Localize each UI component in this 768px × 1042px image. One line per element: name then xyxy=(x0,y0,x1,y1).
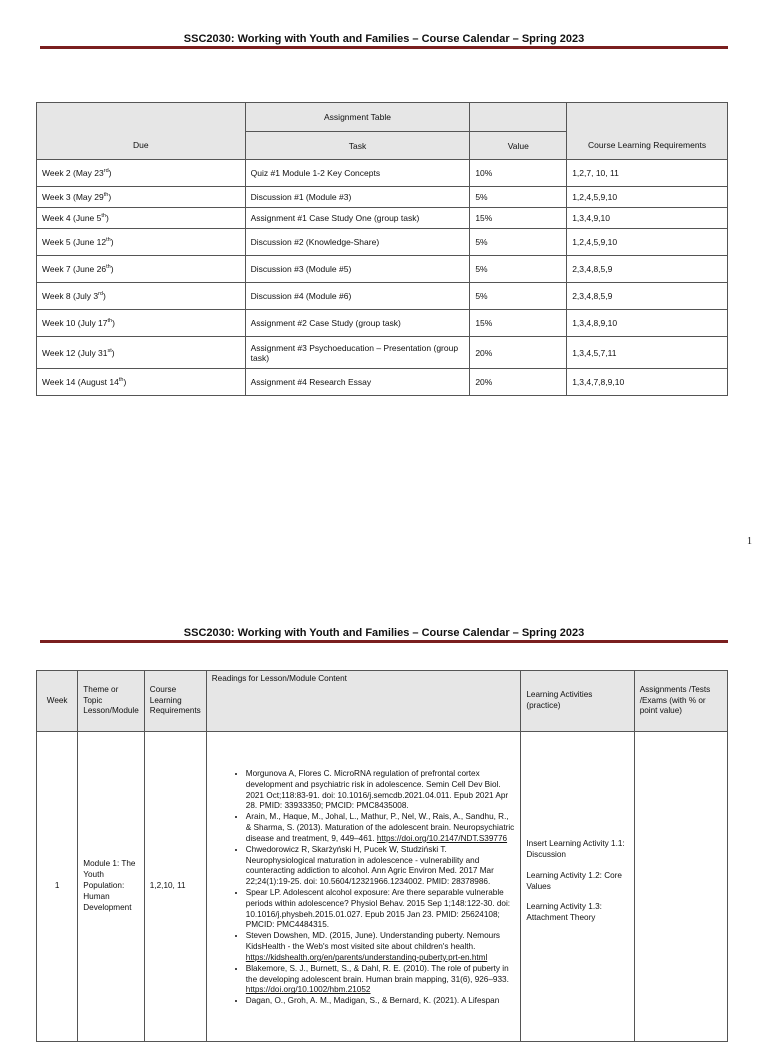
table-row xyxy=(37,208,728,229)
reading-link[interactable]: https://kidshealth.org/en/parents/understanding-puberty.prt-en.html xyxy=(245,952,488,962)
week-cell: Week 8 (July 3rd) xyxy=(37,283,246,310)
list-item: • Arain, M., Haque, M., Johal, L., Mathur, P., Nel, W., Rais, A., Sandhu, R., & Sharma, S. (2013). Maturation of the adolescent brain. Neuropsychiatric disease and treatment, 9, 449–461. https://doi.org/10.2147/NDT.S39776 xyxy=(246,812,516,844)
value-cell: 5% xyxy=(470,187,567,208)
assignment-table-caption: Assignment Table xyxy=(245,103,470,132)
week-cell: Week 10 (July 17th) xyxy=(37,310,246,337)
value-cell: 10% xyxy=(470,160,567,187)
reading-link[interactable]: https://doi.org/10.1002/hbm.21052 xyxy=(245,985,371,995)
header-rule xyxy=(40,640,728,643)
week-cell: Week 4 (June 5th) xyxy=(37,208,246,229)
clr-cell: 1,3,4,8,9,10 xyxy=(567,310,728,337)
table-row xyxy=(37,369,728,396)
table-row xyxy=(37,187,728,208)
table-row xyxy=(37,283,728,310)
table-row xyxy=(37,337,728,369)
clr-cell: 1,3,4,7,8,9,10 xyxy=(567,369,728,396)
column-header-clr: Course Learning Requirements xyxy=(567,132,728,160)
clr-cell: 2,3,4,8,5,9 xyxy=(567,256,728,283)
value-cell: 5% xyxy=(470,283,567,310)
clr-cell: 1,2,4,5,9,10 xyxy=(567,229,728,256)
caption-blank-cell xyxy=(470,103,567,132)
column-header-task: Task xyxy=(245,132,470,160)
module-table-header-row xyxy=(37,671,728,732)
task-cell: Assignment #2 Case Study (group task) xyxy=(245,310,470,337)
table-row xyxy=(37,256,728,283)
page-number: 1 xyxy=(747,536,752,547)
learning-activity: Learning Activity 1.3: Attachment Theory xyxy=(526,902,602,923)
clr-cell: 1,2,7, 10, 11 xyxy=(567,160,728,187)
table-row xyxy=(37,160,728,187)
week-cell: Week 2 (May 23rd) xyxy=(37,160,246,187)
learning-activity: Insert Learning Activity 1.1: Discussion xyxy=(526,839,625,859)
task-cell: Discussion #4 (Module #6) xyxy=(245,283,470,310)
column-header-theme: Theme or Topic Lesson/Module xyxy=(78,671,145,732)
column-header-week: Week xyxy=(37,671,78,732)
value-cell: 20% xyxy=(470,369,567,396)
column-header-readings: Readings for Lesson/Module Content xyxy=(206,671,521,732)
list-item: • Spear LP. Adolescent alcohol exposure: Are there separable vulnerable periods within adolescence? Physiol Behav. 2015 Sep 1;148:122-30. doi: 10.1016/j.physbeh.2015.01.027. Epub 2015 Jan 23. PMID: 25624108; PMCID: PMC4484315. xyxy=(246,888,516,931)
value-cell: 5% xyxy=(470,229,567,256)
week-cell: Week 14 (August 14th) xyxy=(37,369,246,396)
week-cell: Week 3 (May 29th) xyxy=(37,187,246,208)
list-item: • Dagan, O., Groh, A. M., Madigan, S., & Bernard, K. (2021). A Lifespan xyxy=(246,996,516,1007)
activities-cell xyxy=(521,732,634,1042)
list-item: • Chwedorowicz R, Skarżyński H, Pucek W, Studziński T. Neurophysiological maturation in adolescence - vulnerability and counteracting addiction to alcohol. Ann Agric Environ Med. 2017 Mar 22;24(1):19-25. doi: 10.5604/12321966.1234002. PMID: 28378986. xyxy=(246,845,516,888)
value-cell: 20% xyxy=(470,337,567,369)
task-cell: Discussion #2 (Knowledge-Share) xyxy=(245,229,470,256)
week-cell: 1 xyxy=(37,732,78,1042)
week-cell: Week 5 (June 12th) xyxy=(37,229,246,256)
clr-cell: 2,3,4,8,5,9 xyxy=(567,283,728,310)
table-row xyxy=(37,732,728,1042)
column-header-due: Due xyxy=(37,132,246,160)
clr-cell: 1,2,10, 11 xyxy=(144,732,206,1042)
list-item: • Blakemore, S. J., Burnett, S., & Dahl, R. E. (2010). The role of puberty in the developing adolescent brain. Human brain mapping, 31(6), 926–933. https://doi.org/10.1002/hbm.21052 xyxy=(246,964,516,996)
value-cell: 5% xyxy=(470,256,567,283)
task-cell: Quiz #1 Module 1-2 Key Concepts xyxy=(245,160,470,187)
table-row xyxy=(37,310,728,337)
value-cell: 15% xyxy=(470,208,567,229)
theme-cell: Module 1: The Youth Population: Human Development xyxy=(78,732,145,1042)
column-header-activities: Learning Activities (practice) xyxy=(521,671,634,732)
assignment-table-caption-row xyxy=(37,103,728,132)
assessments-cell xyxy=(634,732,727,1042)
value-cell: 15% xyxy=(470,310,567,337)
list-item: • Steven Dowshen, MD. (2015, June). Understanding puberty. Nemours KidsHealth - the Web's most visited site about children's health. https://kidshealth.org/en/parents/understanding-puberty.prt-en.html xyxy=(246,931,516,963)
task-cell: Assignment #1 Case Study One (group task) xyxy=(245,208,470,229)
reading-link[interactable]: https://doi.org/10.2147/NDT.S39776 xyxy=(376,833,508,843)
readings-cell xyxy=(206,732,521,1042)
column-header-clr: Course Learning Requirements xyxy=(144,671,206,732)
week-cell: Week 12 (July 31st) xyxy=(37,337,246,369)
assignment-table-header-row xyxy=(37,132,728,160)
task-cell: Assignment #4 Research Essay xyxy=(245,369,470,396)
learning-activity: Learning Activity 1.2: Core Values xyxy=(526,870,622,891)
header-rule xyxy=(40,46,728,49)
clr-cell: 1,3,4,9,10 xyxy=(567,208,728,229)
caption-blank-cell xyxy=(567,103,728,132)
column-header-assessments: Assignments /Tests /Exams (with % or point value) xyxy=(634,671,727,732)
page-title: SSC2030: Working with Youth and Families – Course Calendar – Spring 2023 xyxy=(183,33,585,45)
column-header-value: Value xyxy=(470,132,567,160)
clr-cell: 1,2,4,5,9,10 xyxy=(567,187,728,208)
page-title: SSC2030: Working with Youth and Families – Course Calendar – Spring 2023 xyxy=(183,627,585,639)
readings-list xyxy=(212,769,516,1007)
task-cell: Discussion #1 (Module #3) xyxy=(245,187,470,208)
module-table xyxy=(36,670,728,1042)
table-row xyxy=(37,229,728,256)
assignment-table xyxy=(36,102,728,396)
week-cell: Week 7 (June 26th) xyxy=(37,256,246,283)
caption-blank-cell xyxy=(37,103,246,132)
clr-cell: 1,3,4,5,7,11 xyxy=(567,337,728,369)
task-cell: Assignment #3 Psychoeducation – Presentation (group task) xyxy=(245,337,470,369)
task-cell: Discussion #3 (Module #5) xyxy=(245,256,470,283)
list-item: • Morgunova A, Flores C. MicroRNA regulation of prefrontal cortex development and psychiatric risk in adolescence. Semin Cell Dev Biol. 2021 Oct;118:83-91. doi: 10.1016/j.semcdb.2021.04.011. Epub 2021 Apr 28. PMID: 33933350; PMCID: PMC8435008. xyxy=(246,769,516,812)
